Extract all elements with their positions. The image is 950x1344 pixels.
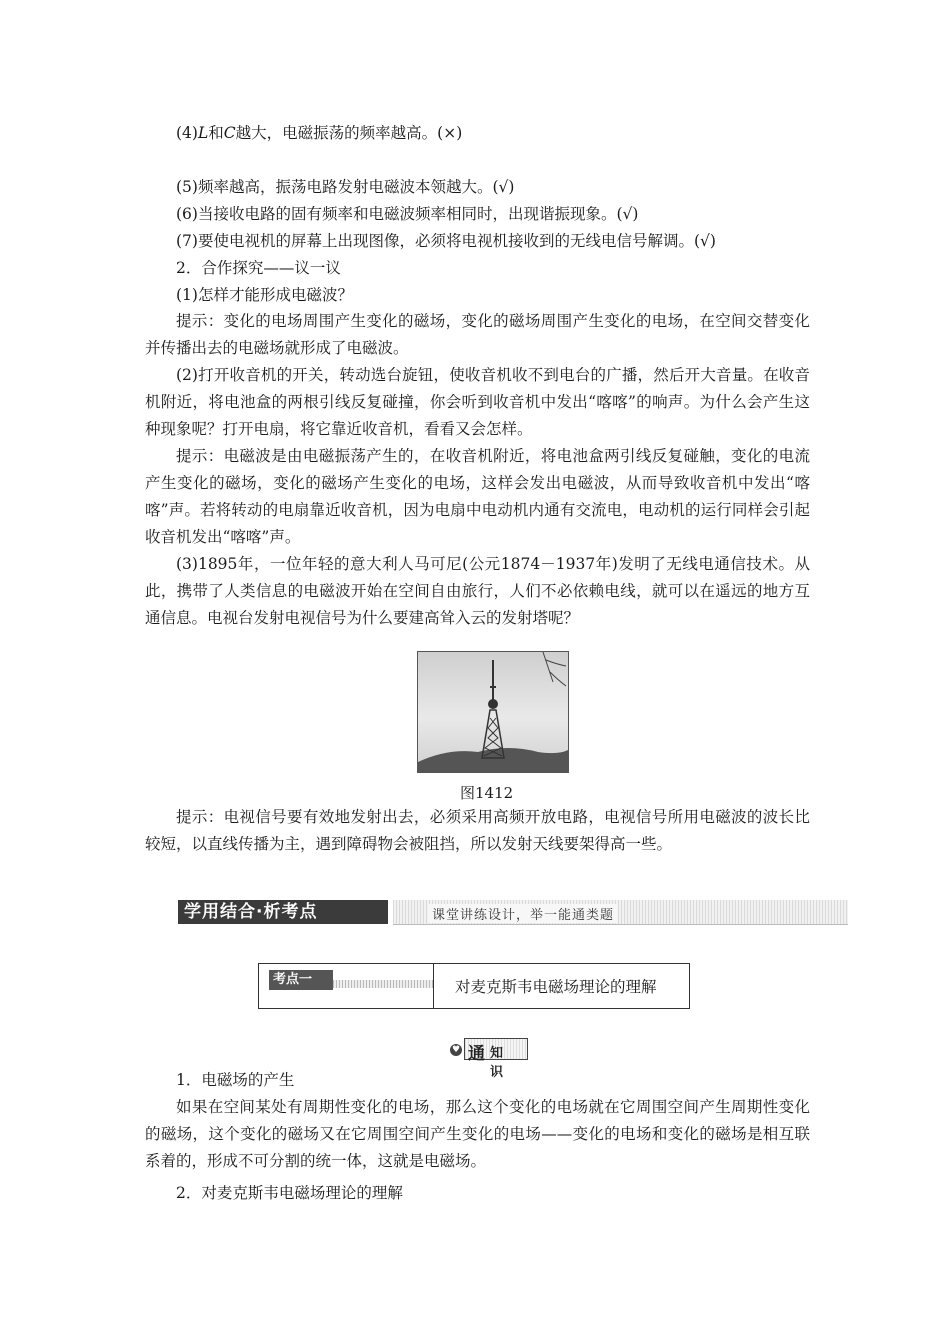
item-4-text: 越大，电磁振荡的频率越高。(×) (235, 124, 463, 142)
tv-tower-illustration (418, 652, 568, 772)
question-2: (2)打开收音机的开关，转动选台旋钮，使收音机收不到电台的广播，然后开大音量。在收音机附近，将电池盒的两根引线反复碰撞，你会听到收音机中发出“喀喀”的响声。为什么会产生这种现象呢？打开电扇，将它靠近收音机，看看又会怎样。 (145, 366, 810, 438)
section-heading-discussion: 2．合作探究——议一议 (176, 259, 341, 277)
kaodian-bar (333, 980, 433, 988)
figure-caption: 图1412 (460, 784, 514, 802)
question-3: (3)1895年，一位年轻的意大利人马可尼(公元1874－1937年)发明了无线电通信技术。从此，携带了人类信息的电磁波开始在空间自由旅行，人们不必依赖电线，就可以在遥远的地方互通信息。电视台发射电视信号为什么要建高耸入云的发射塔呢？ (145, 555, 810, 627)
item-7: (7)要使电视机的屏幕上出现图像，必须将电视机接收到的无线电信号解调。(√) (176, 232, 716, 250)
em-paragraph-1: 如果在空间某处有周期性变化的电场，那么这个变化的电场就在它周围空间产生周期性变化的磁场，这个变化的磁场又在它周围空间产生变化的电场——变化的电场和变化的磁场是相互联系着的，形成不可分割的统一体，这就是电磁场。 (145, 1098, 810, 1170)
kaodian-divider (433, 964, 434, 1008)
item-4 (176, 123, 841, 143)
item-4-conj: 和 (208, 124, 224, 142)
banner-subtitle: 课堂讲练设计，举一能通类题 (428, 904, 618, 923)
answer-3: 提示：电视信号要有效地发射出去，必须采用高频开放电路，电视信号所用电磁波的波长比较短，以直线传播为主，遇到障碍物会被阻挡，所以发射天线要架得高一些。 (145, 808, 810, 853)
kaodian-tag: 考点一 (269, 970, 333, 990)
answer-2: 提示：电磁波是由电磁振荡产生的，在收音机附近，将电池盒两引线反复碰触，变化的电流产生变化的磁场，变化的磁场产生变化的电场，这样会发出电磁波，从而导致收音机中发出“喀喀”声。若将转动的电扇靠近收音机，因为电扇中电动机内通有交流电，电动机的运行同样会引起收音机发出“喀喀”声。 (145, 447, 810, 546)
em-heading-2: 2．对麦克斯韦电磁场理论的理解 (176, 1184, 403, 1202)
item-6: (6)当接收电路的固有频率和电磁波频率相同时，出现谐振现象。(√) (176, 205, 639, 223)
em-heading-1: 1．电磁场的产生 (176, 1071, 295, 1089)
kaodian-title: 对麦克斯韦电磁场理论的理解 (455, 978, 657, 996)
item-4-number: (4) (176, 124, 198, 142)
banner-title: 学用结合·析考点 (178, 900, 388, 924)
section-banner (178, 898, 848, 926)
tong-char: 通 (468, 1044, 485, 1064)
zhishi-text: 知识 (490, 1046, 504, 1080)
answer-1: 提示：变化的电场周围产生变化的磁场，变化的磁场周围产生变化的电场，在空间交替变化并传播出去的电磁场就形成了电磁波。 (145, 312, 810, 357)
question-1: (1)怎样才能形成电磁波？ (176, 286, 353, 304)
heart-icon: ♥ (451, 1045, 461, 1055)
kaodian-box (258, 963, 690, 1009)
item-5: (5)频率越高，振荡电路发射电磁波本领越大。(√) (176, 178, 515, 196)
tv-tower-figure (417, 651, 569, 773)
capacitance-symbol: C (223, 124, 236, 142)
inductance-symbol: L (197, 124, 209, 142)
